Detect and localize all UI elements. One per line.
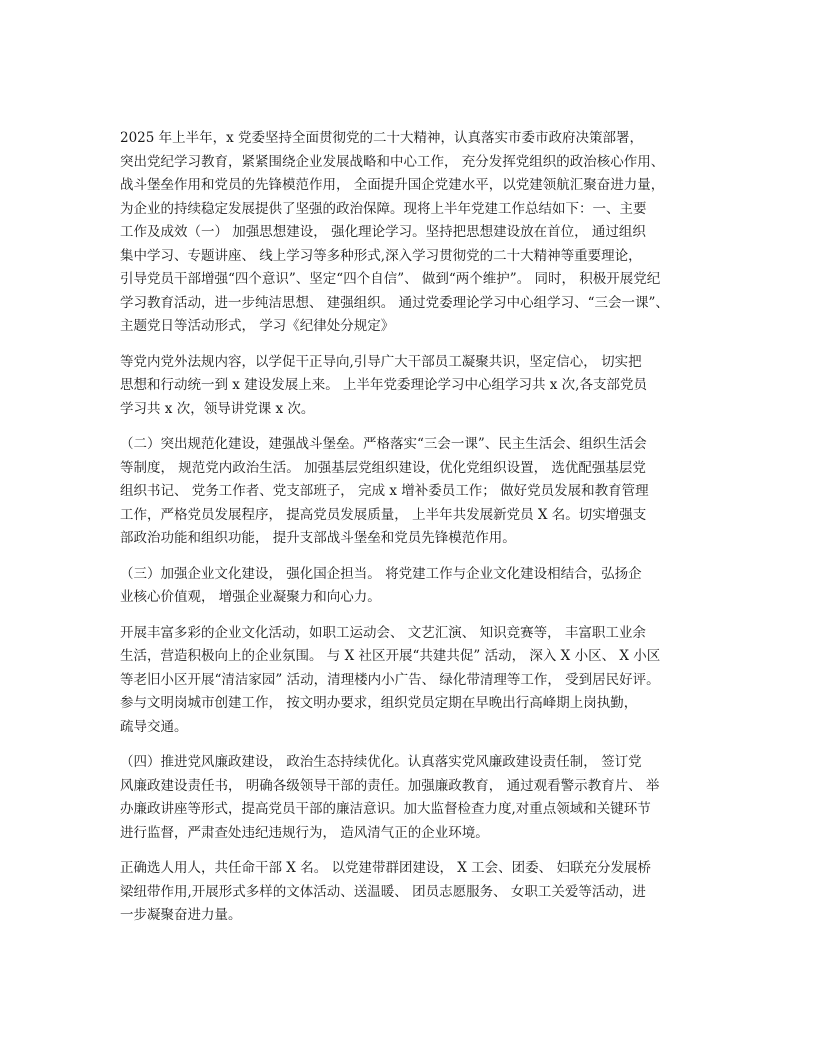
text-line: 办廉政讲座等形式，提高党员干部的廉洁意识。加大监督检查力度,对重点领域和关键环节 <box>120 801 651 817</box>
paragraph-study <box>120 351 720 422</box>
text-line: 集中学习、专题讲座、 线上学习等多种形式,深入学习贯彻党的二十大精神等重要理论， <box>120 247 642 264</box>
text-line: 疏导交通。 <box>120 718 188 735</box>
text-line: 学习共 x 次，领导讲党课 x 次。 <box>120 400 315 417</box>
text-line: 进行监督，严肃查处违纪违规行为， 造风清气正的企业环境。 <box>120 824 489 841</box>
text-line: 思想和行动统一到 x 建设发展上来。 上半年党委理论学习中心组学习共 x 次,各支部党员 <box>120 377 647 393</box>
text-line: 为企业的持续稳定发展提供了坚强的政治保障。现将上半年党建工作总结如下：一、主要 <box>120 200 647 217</box>
text-line: 生活，营造积极向上的企业氛围。 与 X 社区开展“共建共促” 活动， 深入 X 小区、 X 小区 <box>120 648 661 664</box>
paragraph-personnel <box>120 857 720 928</box>
text-line: 战斗堡垒作用和党员的先锋模范作用， 全面提升国企党建水平，以党建领航汇聚奋进力量， <box>120 177 665 193</box>
text-line: 开展丰富多彩的企业文化活动，如职工运动会、 文艺汇演、 知识竞赛等， 丰富职工业余 <box>120 624 646 641</box>
text-line: 参与文明岗城市创建工作， 按文明办要求，组织党员定期在早晚出行高峰期上岗执勤， <box>120 695 638 711</box>
text-line: 引导党员干部增强“四个意识”、坚定“四个自信”、 做到“两个维护”。 同时， 积极开展党纪 <box>120 271 661 287</box>
text-line: （二）突出规范化建设，建强战斗堡垒。严格落实“三会一课”、民主生活会、组织生活会 <box>120 436 647 452</box>
text-line: 等老旧小区开展“清洁家园” 活动，清理楼内小广告、 绿化带清理等工作， 受到居民好评。 <box>120 671 660 688</box>
paragraph-section-3 <box>120 563 720 610</box>
text-line: 主题党日等活动形式， 学习《纪律处分规定》 <box>120 318 395 334</box>
text-line: 工作，严格党员发展程序， 提高党员发展质量， 上半年共发展新党员 X 名。切实增强支 <box>120 506 647 523</box>
text-line: （三）加强企业文化建设， 强化国企担当。 将党建工作与企业文化建设相结合，弘扬企 <box>120 565 642 582</box>
text-line: 工作及成效（一） 加强思想建设， 强化理论学习。坚持把思想建设放在首位， 通过组织 <box>120 224 646 240</box>
paragraph-culture-activities <box>120 622 720 740</box>
text-line: 学习教育活动，进一步纯洁思想、 建强组织。 通过党委理论学习中心组学习、“三会一课”、 <box>120 294 669 311</box>
text-line: 突出党纪学习教育，紧紧围绕企业发展战略和中心工作， 充分发挥党组织的政治核心作用、 <box>120 153 665 170</box>
paragraph-section-2 <box>120 433 720 551</box>
text-line: 一步凝聚奋进力量。 <box>120 907 242 923</box>
text-line: 组织书记、 党务工作者、党支部班子， 完成 x 增补委员工作； 做好党员发展和教育管理 <box>120 483 649 499</box>
text-line: 风廉政建设责任书， 明确各级领导干部的责任。加强廉政教育， 通过观看警示教育片、 举 <box>120 777 660 794</box>
text-line: 业核心价值观， 增强企业凝聚力和向心力。 <box>120 589 381 605</box>
text-line: （四）推进党风廉政建设， 政治生态持续优化。认真落实党风廉政建设责任制， 签订党 <box>120 754 642 770</box>
paragraph-intro <box>120 127 720 339</box>
text-line: 等党内党外法规内容，以学促干正导向,引导广大干部员工凝聚共识，坚定信心， 切实把 <box>120 353 642 370</box>
document-body <box>120 127 720 940</box>
text-line: 梁纽带作用,开展形式多样的文体活动、送温暖、 团员志愿服务、 女职工关爱等活动，进 <box>120 883 646 900</box>
text-line: 2025 年上半年，x 党委坚持全面贯彻党的二十大精神，认真落实市委市政府决策部署， <box>120 130 644 146</box>
paragraph-section-4 <box>120 751 720 845</box>
text-line: 正确选人用人，共任命干部 X 名。 以党建带群团建设， X 工会、团委、 妇联充分发展桥 <box>120 860 651 876</box>
text-line: 部政治功能和组织功能， 提升支部战斗堡垒和党员先锋模范作用。 <box>120 530 516 546</box>
text-line: 等制度， 规范党内政治生活。 加强基层党组织建设，优化党组织设置， 选优配强基层党 <box>120 459 646 476</box>
